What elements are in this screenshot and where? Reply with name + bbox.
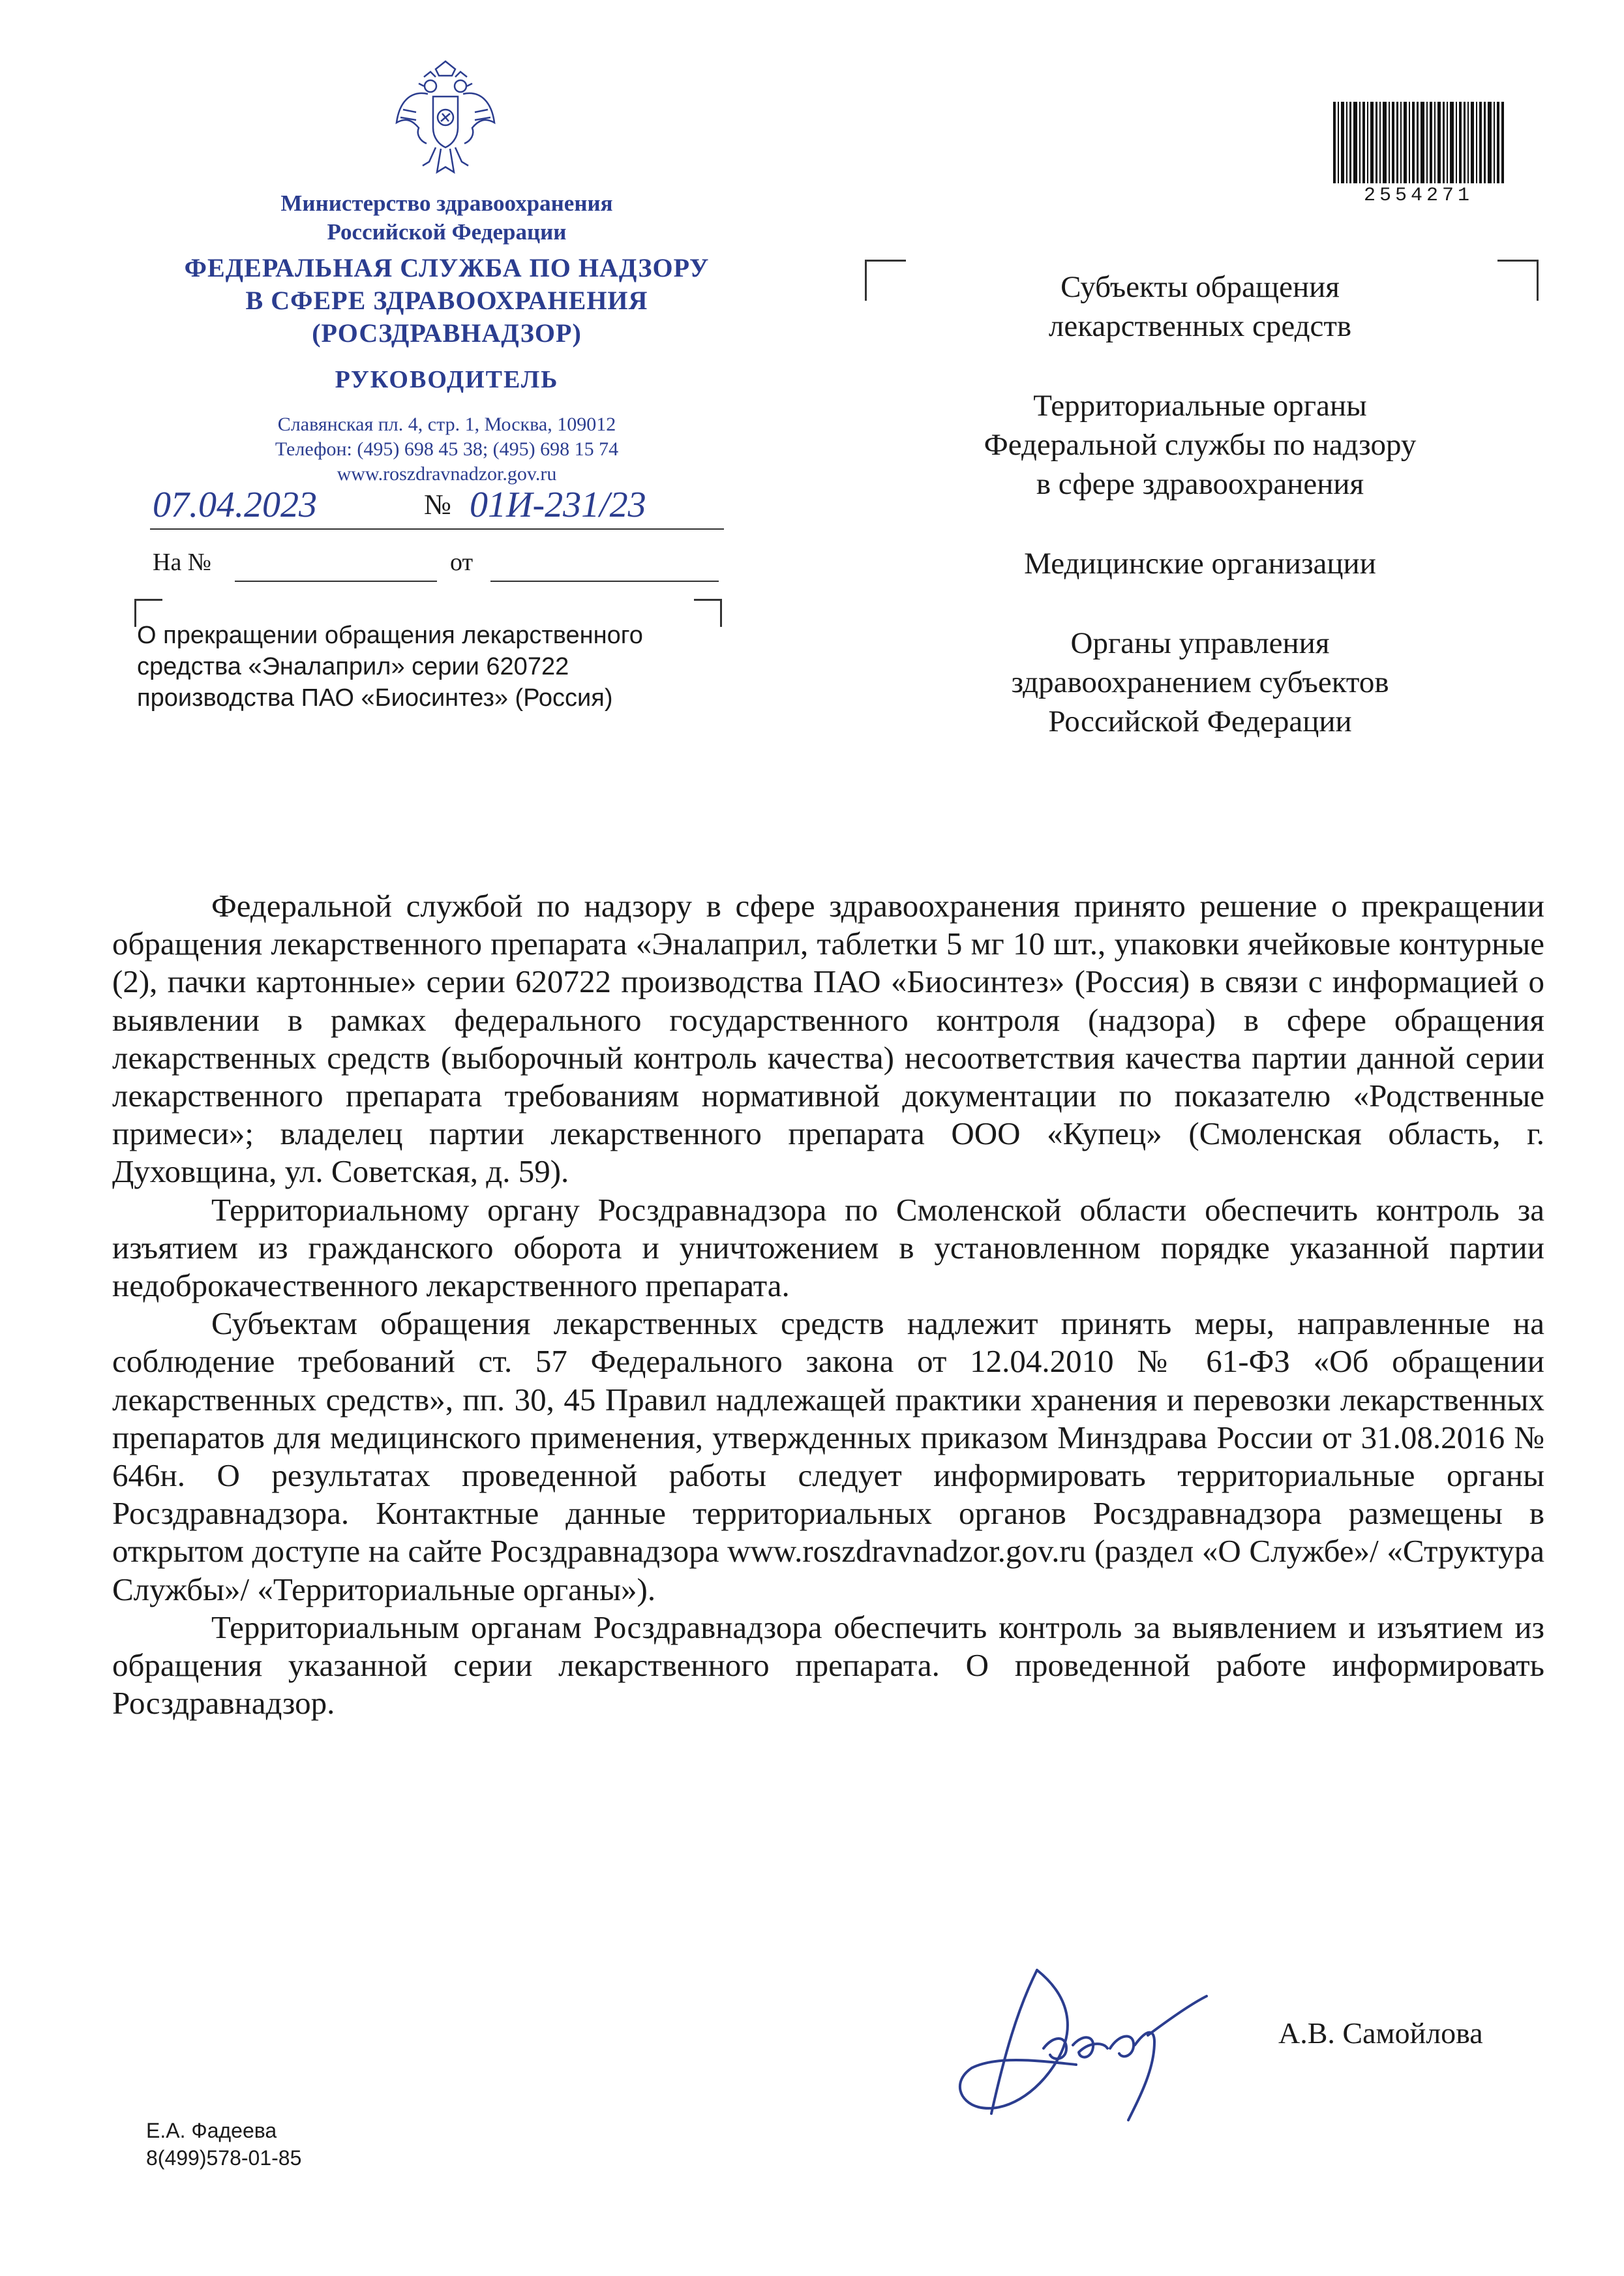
body-paragraph: Субъектам обращения лекарственных средств надлежит принять меры, направленные на соблюдение требований ст. 57 Федерального закона от 12.04.2010 № 61-ФЗ «Об обращении лекарственных средств», пп. 30, 45 Правил надлежащей практики хранения и перевозки лекарственных препаратов для медицинского применения, утвержденных приказом Минздрава России от 31.08.2016 № 646н. О результатах проведенной работы следует информировать территориальные органы Росздравнадзора. Контактные данные территориальных органов Росздравнадзора размещены в открытом доступе на сайте Росздравнадзора www.roszdravnadzor.gov.ru (раздел «О Службе»/ «Структура Службы»/ «Территориальные органы»). [112,1305,1544,1607]
head-title: РУКОВОДИТЕЛЬ [335,366,559,393]
recipient-line: Территориальные органы [1033,389,1367,423]
registration-number-label: № [424,489,451,521]
coat-of-arms-icon [390,57,501,181]
signer-name: А.В. Самойлова [1278,2016,1483,2050]
recipient-item [907,386,1494,504]
executor-name: Е.А. Фадеева [146,2119,277,2142]
reply-date-field [490,581,719,582]
recipient-item [907,267,1494,346]
recipient-item [907,624,1494,741]
subject-line: О прекращении обращения лекарственного [137,622,643,649]
barcode-icon [1333,102,1504,183]
service-line: В СФЕРЕ ЗДРАВООХРАНЕНИЯ [245,286,648,315]
body-paragraph: Территориальному органу Росздравнадзора по Смоленской области обеспечить контроль за изъятием из гражданского оборота и уничтожением в установленном порядке указанной партии недоброкачественного лекарственного препарата. [112,1191,1544,1304]
body-paragraph: Территориальным органам Росздравнадзора обеспечить контроль за выявлением и изъятием из обращения указанной серии лекарственного препарата. О проведенной работе информировать Росздравнадзор. [112,1609,1544,1722]
subject-line: производства ПАО «Биосинтез» (Россия) [137,684,613,712]
subject-line: средства «Эналаприл» серии 620722 [137,653,569,680]
recipients-block [907,267,1494,781]
recipient-line: Органы управления [1070,626,1330,660]
address-block [150,412,744,487]
body-paragraph: Федеральной службой по надзору в сфере здравоохранения принято решение о прекращении обращения лекарственного препарата «Эналаприл, таблетки 5 мг 10 шт., упаковки ячейковые контурные (2), пачки картонные» серии 620722 производства ПАО «Биосинтез» (Россия) в связи с информацией о выявлении в рамках федерального государственного контроля (надзора) в сфере обращения лекарственных средств (выборочный контроль качества) несоответствия качества партии данной серии лекарственного препарата требованиям нормативной документации по показателю «Родственные примеси»; владелец партии лекарственного препарата ООО «Купец» (Смоленская область, г. Духовщина, ул. Советская, д. 59). [112,888,1544,1190]
reply-number-field [235,581,437,582]
barcode-number: 2554271 [1363,185,1474,207]
service-line: (РОСЗДРАВНАДЗОР) [312,318,582,348]
reply-from-label: от [450,549,474,576]
reply-to-label: На № [153,549,212,576]
letter-body [112,887,1544,1722]
recipient-item [907,544,1494,583]
address-line: Славянская пл. 4, стр. 1, Москва, 109012 [277,414,616,435]
recipient-line: Российской Федерации [1048,705,1352,738]
service-name [150,252,744,350]
recipient-line: Федеральной службы по надзору [984,428,1417,462]
recipient-line: здравоохранением субъектов [1011,665,1389,699]
ministry-line: Российской Федерации [327,219,567,245]
executor-phone: 8(499)578-01-85 [146,2146,302,2170]
phone-line: Телефон: (495) 698 45 38; (495) 698 15 74 [275,438,619,460]
service-line: ФЕДЕРАЛЬНАЯ СЛУЖБА ПО НАДЗОРУ [184,253,710,282]
recipient-line: лекарственных средств [1048,309,1352,343]
signature-icon [939,1950,1252,2146]
addressee-bracket-right [1497,260,1539,301]
executor-block [146,2117,301,2172]
recipient-line: в сфере здравоохранения [1036,467,1364,501]
recipient-line: Медицинские организации [1024,547,1376,581]
addressee-bracket-left [865,260,906,301]
registration-number: 01И-231/23 [470,485,646,525]
subject-block [137,620,724,714]
ministry-name [150,189,744,247]
registration-date: 07.04.2023 [153,485,317,525]
recipient-line: Субъекты обращения [1060,270,1340,304]
registration-underline [150,528,724,530]
website-line: www.roszdravnadzor.gov.ru [337,463,557,485]
ministry-line: Министерство здравоохранения [280,190,613,216]
